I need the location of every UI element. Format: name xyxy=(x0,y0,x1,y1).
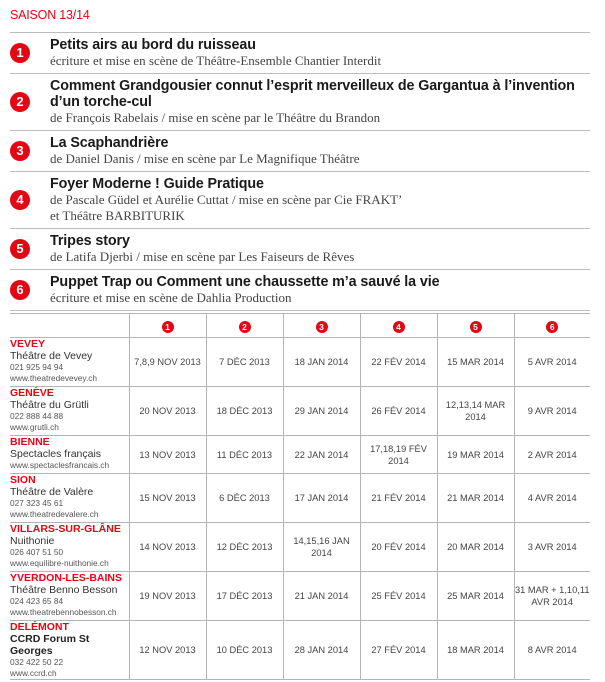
show-title: Foyer Moderne ! Guide Pratique xyxy=(50,176,264,192)
date-cell: 17,18,19 FÉV 2014 xyxy=(360,436,437,474)
date-cell: 15 MAR 2014 xyxy=(437,338,514,387)
show-item xyxy=(10,32,590,73)
date-cell: 20 MAR 2014 xyxy=(437,523,514,572)
venue-phone: 026 407 51 50 xyxy=(10,547,64,557)
show-credit: écriture et mise en scène de Dahlia Production xyxy=(50,290,292,305)
schedule-row xyxy=(10,572,590,621)
venue-name: Théâtre de Valère xyxy=(10,486,94,498)
show-list xyxy=(10,32,590,311)
show-number-badge: 2 xyxy=(239,321,251,333)
header-show-cell xyxy=(360,314,437,338)
show-credit: de Latifa Djerbi / mise en scène par Les Faiseurs de Rêves xyxy=(50,249,355,264)
venue-cell xyxy=(10,572,129,621)
show-title: Petits airs au bord du ruisseau xyxy=(50,37,256,53)
date-cell: 7,8,9 NOV 2013 xyxy=(129,338,206,387)
schedule-row xyxy=(10,621,590,680)
date-cell: 2 AVR 2014 xyxy=(514,436,590,474)
venue-website: www.theatredevalere.ch xyxy=(10,509,99,519)
date-cell: 17 JAN 2014 xyxy=(283,474,360,523)
divider xyxy=(10,310,590,311)
date-cell: 7 DÉC 2013 xyxy=(206,338,283,387)
show-credit: de Pascale Güdel et Aurélie Cuttat / mise en scène par Cie FRAKT’ xyxy=(50,192,403,207)
venue-cell xyxy=(10,474,129,523)
venue-website: www.ccrd.ch xyxy=(10,668,57,678)
date-cell: 17 DÉC 2013 xyxy=(206,572,283,621)
date-cell: 12 DÉC 2013 xyxy=(206,523,283,572)
date-cell: 18 JAN 2014 xyxy=(283,338,360,387)
show-title: Comment Grandgousier connut l’esprit merveilleux de Gargantua à l’invention d’un torche-cul xyxy=(50,78,575,110)
venue-name: Spectacles français xyxy=(10,448,102,460)
show-title: La Scaphandrière xyxy=(50,135,169,151)
show-item xyxy=(10,228,590,269)
date-cell: 19 MAR 2014 xyxy=(437,436,514,474)
show-number-badge: 3 xyxy=(316,321,328,333)
venue-website: www.theatredevevey.ch xyxy=(10,373,98,383)
schedule-row xyxy=(10,436,590,474)
show-number-badge: 5 xyxy=(10,239,30,259)
date-cell: 25 MAR 2014 xyxy=(437,572,514,621)
date-cell: 20 NOV 2013 xyxy=(129,387,206,436)
venue-cell xyxy=(10,338,129,387)
show-item xyxy=(10,269,590,310)
header-show-cell xyxy=(206,314,283,338)
venue-cell xyxy=(10,621,129,680)
venue-website: www.spectaclesfrancais.ch xyxy=(10,460,110,470)
date-cell: 5 AVR 2014 xyxy=(514,338,590,387)
season-label: SAISON 13/14 xyxy=(10,8,90,22)
city-name: SION xyxy=(10,474,36,486)
date-cell: 22 JAN 2014 xyxy=(283,436,360,474)
date-cell: 28 JAN 2014 xyxy=(283,621,360,680)
schedule-row xyxy=(10,387,590,436)
venue-website: www.theatrebennobesson.ch xyxy=(10,607,117,617)
show-credit: de Daniel Danis / mise en scène par Le Magnifique Théâtre xyxy=(50,151,360,166)
show-item xyxy=(10,73,590,130)
show-number-badge: 1 xyxy=(162,321,174,333)
city-name: BIENNE xyxy=(10,436,50,448)
show-number-badge: 6 xyxy=(546,321,558,333)
date-cell: 10 DÉC 2013 xyxy=(206,621,283,680)
schedule-table xyxy=(10,313,590,680)
venue-website: www.grutli.ch xyxy=(10,422,59,432)
schedule-row xyxy=(10,338,590,387)
date-cell: 19 NOV 2013 xyxy=(129,572,206,621)
date-cell: 25 FÉV 2014 xyxy=(360,572,437,621)
header-show-cell xyxy=(283,314,360,338)
date-cell: 3 AVR 2014 xyxy=(514,523,590,572)
venue-name: Théâtre du Grütli xyxy=(10,399,89,411)
date-cell: 12,13,14 MAR 2014 xyxy=(437,387,514,436)
date-cell: 31 MAR + 1,10,11 AVR 2014 xyxy=(514,572,590,621)
date-cell: 18 DÉC 2013 xyxy=(206,387,283,436)
date-cell: 4 AVR 2014 xyxy=(514,474,590,523)
show-number-badge: 3 xyxy=(10,141,30,161)
date-cell: 9 AVR 2014 xyxy=(514,387,590,436)
venue-name: Théâtre Benno Besson xyxy=(10,584,118,596)
header-show-cell xyxy=(129,314,206,338)
show-item xyxy=(10,130,590,171)
date-cell: 14,15,16 JAN 2014 xyxy=(283,523,360,572)
venue-name: Nuithonie xyxy=(10,535,55,547)
header-show-cell xyxy=(514,314,590,338)
date-cell: 8 AVR 2014 xyxy=(514,621,590,680)
date-cell: 21 MAR 2014 xyxy=(437,474,514,523)
venue-cell xyxy=(10,387,129,436)
date-cell: 15 NOV 2013 xyxy=(129,474,206,523)
schedule-row xyxy=(10,523,590,572)
date-cell: 27 FÉV 2014 xyxy=(360,621,437,680)
date-cell: 13 NOV 2013 xyxy=(129,436,206,474)
date-cell: 26 FÉV 2014 xyxy=(360,387,437,436)
show-number-badge: 1 xyxy=(10,43,30,63)
show-number-badge: 4 xyxy=(10,190,30,210)
date-cell: 29 JAN 2014 xyxy=(283,387,360,436)
venue-website: www.equilibre-nuithonie.ch xyxy=(10,558,109,568)
date-cell: 22 FÉV 2014 xyxy=(360,338,437,387)
date-cell: 20 FÉV 2014 xyxy=(360,523,437,572)
venue-cell xyxy=(10,523,129,572)
venue-phone: 027 323 45 61 xyxy=(10,498,64,508)
date-cell: 18 MAR 2014 xyxy=(437,621,514,680)
city-name: VEVEY xyxy=(10,338,46,350)
city-name: VILLARS-SUR-GLÂNE xyxy=(10,523,121,535)
show-title: Tripes story xyxy=(50,233,130,249)
show-item xyxy=(10,171,590,228)
venue-cell xyxy=(10,436,129,474)
show-title: Puppet Trap ou Comment une chaussette m’a sauvé la vie xyxy=(50,274,440,290)
venue-phone: 032 422 50 22 xyxy=(10,657,64,667)
venue-phone: 024 423 65 84 xyxy=(10,596,64,606)
city-name: GENÈVE xyxy=(10,387,54,399)
schedule-row xyxy=(10,474,590,523)
date-cell: 12 NOV 2013 xyxy=(129,621,206,680)
venue-phone: 022 888 44 88 xyxy=(10,411,64,421)
date-cell: 21 JAN 2014 xyxy=(283,572,360,621)
city-name: YVERDON-LES-BAINS xyxy=(10,572,123,584)
venue-name: Théâtre de Vevey xyxy=(10,350,93,362)
venue-name: CCRD Forum St Georges xyxy=(10,633,90,657)
schedule-header-row xyxy=(10,314,590,338)
show-credit: de François Rabelais / mise en scène par le Théâtre du Brandon xyxy=(50,110,381,125)
header-show-cell xyxy=(437,314,514,338)
show-number-badge: 5 xyxy=(470,321,482,333)
show-credit: écriture et mise en scène de Théâtre-Ensemble Chantier Interdit xyxy=(50,53,382,68)
show-credit: et Théâtre BARBITURIK xyxy=(50,208,185,223)
date-cell: 14 NOV 2013 xyxy=(129,523,206,572)
header-venue-cell xyxy=(10,314,129,338)
date-cell: 21 FÉV 2014 xyxy=(360,474,437,523)
show-number-badge: 4 xyxy=(393,321,405,333)
venue-phone: 021 925 94 94 xyxy=(10,362,64,372)
date-cell: 6 DÉC 2013 xyxy=(206,474,283,523)
city-name: DELÉMONT xyxy=(10,621,69,633)
show-number-badge: 2 xyxy=(10,92,30,112)
date-cell: 11 DÉC 2013 xyxy=(206,436,283,474)
show-number-badge: 6 xyxy=(10,280,30,300)
